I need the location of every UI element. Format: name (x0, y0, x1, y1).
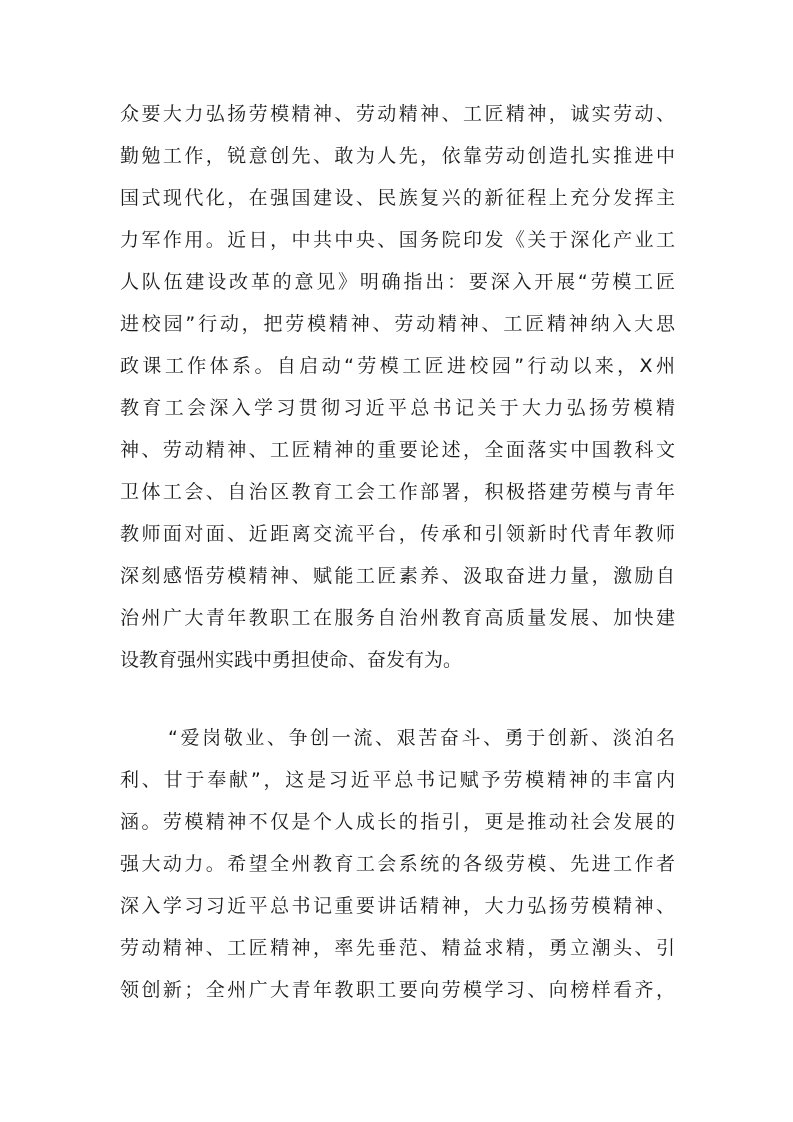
paragraph-line: 利、甘于奉献”，这是习近平总书记赋予劳模精神的丰富内 (120, 769, 675, 791)
paragraph-line: 强大动力。希望全州教育工会系统的各级劳模、先进工作者 (120, 853, 675, 875)
paragraph-line: 教师面对面、近距离交流平台，传承和引领新时代青年教师 (120, 523, 675, 545)
paragraph-line: 涵。劳模精神不仅是个人成长的指引，更是推动社会发展的 (120, 811, 675, 833)
paragraph-line: 政课工作体系。自启动“劳模工匠进校园”行动以来，X州 (120, 355, 675, 377)
paragraph-line: 卫体工会、自治区教育工会工作部署，积极搭建劳模与青年 (120, 481, 675, 503)
paragraph-line: 深入学习习近平总书记重要讲话精神，大力弘扬劳模精神、 (120, 895, 675, 917)
paragraph-line: 设教育强州实践中勇担使命、奋发有为。 (120, 649, 463, 671)
paragraph-line: 进校园”行动，把劳模精神、劳动精神、工匠精神纳入大思 (120, 313, 675, 335)
paragraph-line: 力军作用。近日，中共中央、国务院印发《关于深化产业工 (120, 229, 675, 251)
paragraph-line: 领创新；全州广大青年教职工要向劳模学习、向榜样看齐， (120, 979, 675, 1001)
paragraph-line: 劳动精神、工匠精神，率先垂范、精益求精，勇立潮头、引 (120, 937, 675, 959)
paragraph-line: 深刻感悟劳模精神、赋能工匠素养、汲取奋进力量，激励自 (120, 565, 675, 587)
paragraph-line: 神、劳动精神、工匠精神的重要论述，全面落实中国教科文 (120, 439, 675, 461)
paragraph-line: “爱岗敬业、争创一流、艰苦奋斗、勇于创新、淡泊名 (168, 727, 675, 749)
paragraph-line: 人队伍建设改革的意见》明确指出：要深入开展“劳模工匠 (120, 271, 675, 293)
paragraph-line: 众要大力弘扬劳模精神、劳动精神、工匠精神，诚实劳动、 (120, 103, 675, 125)
paragraph-line: 国式现代化，在强国建设、民族复兴的新征程上充分发挥主 (120, 187, 675, 209)
paragraph-line: 勤勉工作，锐意创先、敢为人先，依靠劳动创造扎实推进中 (120, 145, 675, 167)
paragraph-line: 教育工会深入学习贯彻习近平总书记关于大力弘扬劳模精 (120, 397, 675, 419)
paragraph-line: 治州广大青年教职工在服务自治州教育高质量发展、加快建 (120, 607, 675, 629)
